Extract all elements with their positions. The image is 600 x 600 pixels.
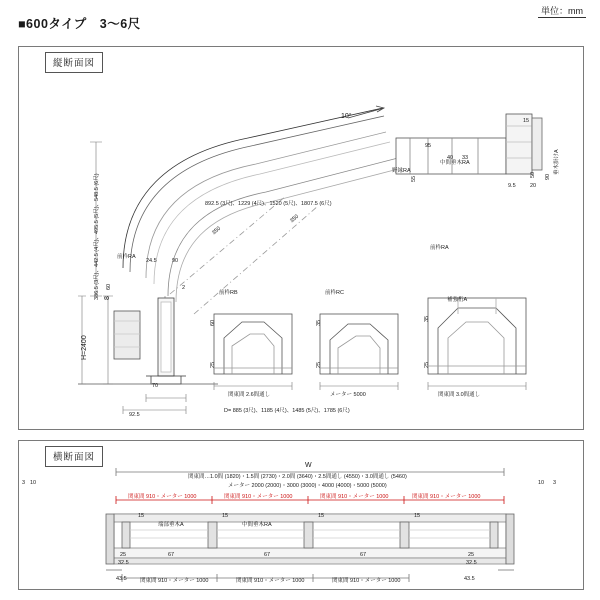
callout-rafter-ra: 野縁RA [392,168,411,174]
dim-67-b: 67 [264,552,271,558]
span-30: 関東間 3.0間通し [438,392,481,398]
dim-15-c: 15 [318,513,325,519]
callout-mid-beam-ra: 中間垂木RA [440,160,470,166]
dim-55: 55 [411,175,417,182]
arc-label-2: 350 [289,213,301,225]
dim-67-c: 67 [360,552,367,558]
dim-95: 95 [425,143,432,149]
callout-front-frame-rc: 前枠RC [325,290,344,296]
bottom-dim-2: 関東間 910・メーター 1000 [236,578,305,584]
edge-dim-right: 10 [538,480,545,486]
red-dim-3: 関東間 910・メーター 1000 [320,494,389,500]
callout-reinforce-frame-a: 補強桁A [447,297,468,303]
span-26: 関東間 2.6間通し [228,392,271,398]
horizontal-section-drawing [18,440,582,588]
dim-90: 90 [172,258,179,264]
left-vertical-dim-label: 386.5 (3尺)、442.5 (4尺)、495.5 (5尺)、548.5 (6尺) [94,173,100,300]
callout-front-frame-ra-right: 前枠RA [430,245,449,251]
detail-dim-35b: 35 [424,315,430,322]
arc-label-1: 350 [211,225,223,237]
edge-dim-left-2: 10 [30,480,37,486]
dim-33: 33 [462,155,469,161]
callout-mid-beam: 中間垂木RA [242,522,272,528]
dim-50: 50 [530,171,536,178]
dim-25-right: 25 [468,552,475,558]
edge-dim-left: 3 [22,480,26,486]
edge-dim-right-2: 3 [553,480,557,486]
detail-dim-25b: 25 [316,361,322,368]
bottom-dim-1: 関東間 910・メーター 1000 [140,578,209,584]
dim-90b: 90 [545,173,551,180]
dim-70: 70 [152,383,159,389]
callout-end-beam: 端部垂木A [158,522,184,528]
dim-15: 15 [523,118,530,124]
horizontal-section-label: 横断面図 [45,446,103,467]
red-dim-2: 関東間 910・メーター 1000 [224,494,293,500]
detail-dim-25: 25 [210,361,216,368]
end-dim-left: 43.5 [116,576,127,582]
dim-24-5: 24.5 [146,258,157,264]
dim-32-5-left: 32.5 [118,560,129,566]
page-title: ■600タイプ 3〜6尺 [18,17,141,31]
horizontal-meter-note: メーター 2000 (2000)・3000 (3000)・4000 (4000)・5000 (5000) [228,483,387,489]
dim-2: 2 [182,285,186,291]
left-dim-h2400: H=2400 [81,335,88,360]
left-dim-1: 8 [104,296,111,300]
dim-32-5-right: 32.5 [466,560,477,566]
dim-67-a: 67 [168,552,175,558]
dim-15-d: 15 [414,513,421,519]
dim-15-a: 15 [138,513,145,519]
span-meter-5000: メーター 5000 [330,392,366,398]
callout-front-frame-rb: 前枠RB [219,290,238,296]
angle-label: 10° [341,113,352,120]
dim-9-5: 9.5 [508,183,516,189]
red-dim-4: 関東間 910・メーター 1000 [412,494,481,500]
vertical-section-drawing [18,46,582,428]
unit-label: 単位：mm [538,6,586,18]
callout-beam-cap: 垂木掛けA [554,149,560,175]
detail-dim-35: 35 [316,319,322,326]
callout-front-frame-ra-left: 前枠RA [117,254,136,260]
vertical-section-label: 縦断面図 [45,52,103,73]
detail-dim-60: 60 [210,319,216,326]
w-label: W [305,462,312,469]
end-dim-right: 43.5 [464,576,475,582]
red-dim-1: 関東間 910・メーター 1000 [128,494,197,500]
dim-40: 40 [447,155,454,161]
bottom-note-d: D= 885 (3尺)、1185 (4尺)、1485 (5尺)、1785 (6尺) [224,408,350,414]
dim-25-left: 25 [120,552,127,558]
detail-dim-25c: 25 [424,361,430,368]
horizontal-top-note: 関東間…1.0間 (1820)・1.5間 (2730)・2.0間 (3640)・2.5間通し (4550)・3.0間通し (5460) [188,474,407,480]
dim-92-5: 92.5 [129,412,140,418]
dim-15-b: 15 [222,513,229,519]
unit-note [538,4,586,17]
bottom-dim-3: 関東間 910・メーター 1000 [332,578,401,584]
dim-60: 60 [106,283,112,290]
radius-label: 892.5 (3尺)、1229 (4尺)、1520 (5尺)、1807.5 (6尺) [205,201,332,207]
dim-20: 20 [530,183,537,189]
